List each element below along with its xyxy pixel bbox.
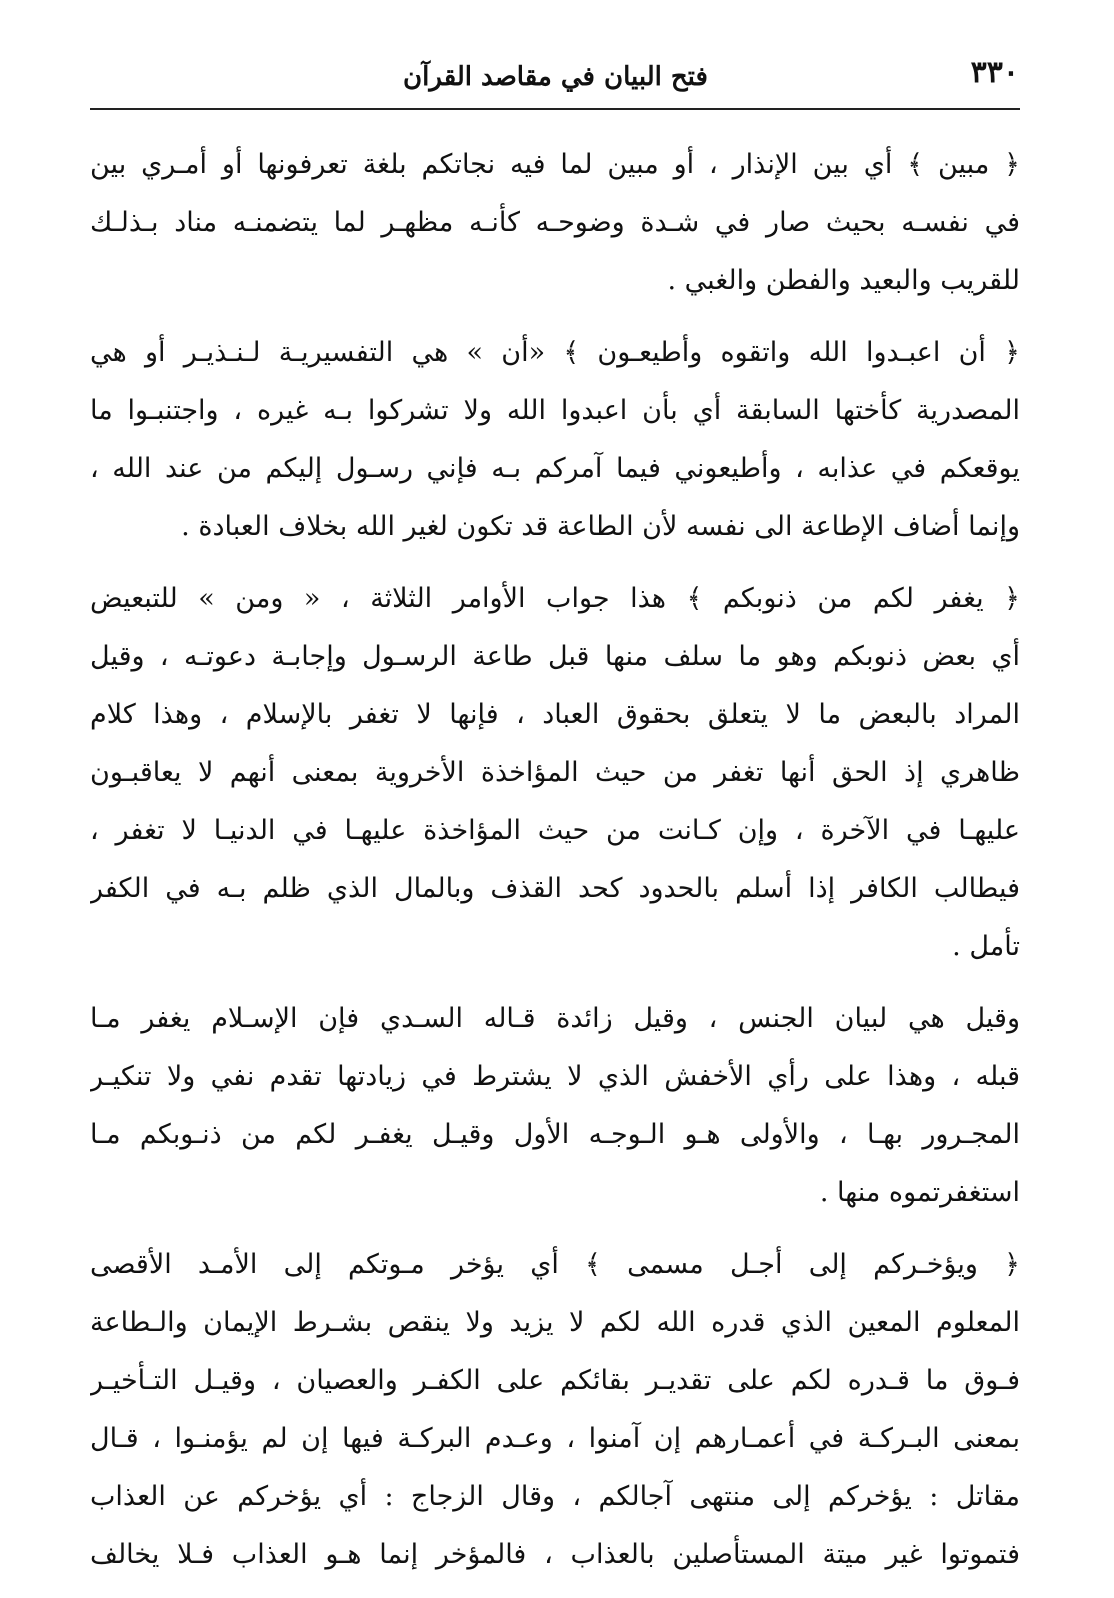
paragraph-yuakhkhirkum [90, 1236, 1020, 1584]
text-line: وقيل هي لبيان الجنس ، وقيل زائدة قـاله السـدي فإن الإسـلام يغفر مـا [90, 1003, 1020, 1034]
paragraph-yaghfir [90, 570, 1020, 976]
text-line: ﴿ ويؤخـركم إلى أجـل مسمى ﴾ أي يؤخر مـوتكم إلى الأمـد الأقصى [90, 1249, 1020, 1280]
text-line: المجـرور بهـا ، والأولى هـو الـوجـه الأول وقيـل يغفـر لكم من ذنـوبكم مـا [90, 1119, 1020, 1150]
text-line: عليهـا في الآخرة ، وإن كـانت من حيث المؤاخذة عليهـا في الدنيـا لا تغفر ، [90, 815, 1020, 846]
paragraph-mubin [90, 136, 1020, 310]
running-title: فتح البيان في مقاصد القرآن [403, 62, 708, 92]
paragraph-anubudu [90, 324, 1020, 556]
text-line: ﴿ مبين ﴾ أي بين الإنذار ، أو مبين لما فيه نجاتكم بلغة تعرفونها أو أمـري بين [90, 149, 1020, 180]
text-line: ﴿ أن اعبـدوا الله واتقوه وأطيعـون ﴾ «أن » هي التفسيريـة لـنـذيـر أو هي [90, 337, 1020, 368]
text-line: المراد بالبعض ما لا يتعلق بحقوق العباد ، فإنها لا تغفر بالإسلام ، وهذا كلام [90, 699, 1020, 730]
text-line: ظاهري إذ الحق أنها تغفر من حيث المؤاخذة الأخروية بمعنى أنهم لا يعاقبـون [90, 757, 1020, 788]
body-text [90, 136, 1020, 1598]
paragraph-wa-qila [90, 990, 1020, 1222]
page-header [92, 52, 1019, 100]
text-line: المعلوم المعين الذي قدره الله لكم لا يزيد ولا ينقص بشـرط الإيمان والـطاعة [90, 1307, 1020, 1338]
text-line: يوقعكم في عذابه ، وأطيعوني فيما آمركم بـه فإني رسـول إليكم من عند الله ، [90, 453, 1020, 484]
text-line: وإنما أضاف الإطاعة الى نفسه لأن الطاعة قد تكون لغير الله بخلاف العبادة . [181, 511, 1020, 542]
text-line: للقريب والبعيد والفطن والغبي . [667, 265, 1020, 296]
text-line: استغفرتموه منها . [819, 1177, 1020, 1208]
text-line: تأمل . [952, 931, 1020, 962]
text-line: المصدرية كأختها السابقة أي بأن اعبدوا الله ولا تشركوا بـه غيره ، واجتنبـوا ما [90, 395, 1020, 426]
text-line: فـوق ما قـدره لكم على تقديـر بقائكم على الكفـر والعصيان ، وقيـل التـأخيـر [90, 1365, 1020, 1396]
text-line: أي بعض ذنوبكم وهو ما سلف منها قبل طاعة الرسـول وإجابـة دعوتـه ، وقيل [90, 641, 1020, 672]
text-line: في نفسـه بحيث صار في شـدة وضوحـه كأنـه مظهـر لما يتضمنـه مناد بـذلـك [90, 207, 1020, 238]
header-rule [90, 108, 1020, 110]
page-number: ٣٣٠ [970, 55, 1019, 90]
text-line: فيطالب الكافر إذا أسلم بالحدود كحد القذف وبالمال الذي ظلم بـه في الكفر [90, 873, 1020, 904]
text-line: فتموتوا غير ميتة المستأصلين بالعذاب ، فالمؤخر إنما هـو العذاب فـلا يخالف [90, 1539, 1020, 1570]
text-line: مقاتل : يؤخركم إلى منتهى آجالكم ، وقال الزجاج : أي يؤخركم عن العذاب [90, 1481, 1020, 1512]
text-line: ﴿ يغفر لكم من ذنوبكم ﴾ هذا جواب الأوامر الثلاثة ، « ومن » للتبعيض [90, 583, 1020, 614]
text-line: قبله ، وهذا على رأي الأخفش الذي لا يشترط في زيادتها تقدم نفي ولا تنكيـر [90, 1061, 1020, 1092]
text-line: بمعنى البـركـة في أعمـارهم إن آمنوا ، وعـدم البركـة فيها إن لم يؤمنـوا ، قـال [90, 1423, 1020, 1454]
